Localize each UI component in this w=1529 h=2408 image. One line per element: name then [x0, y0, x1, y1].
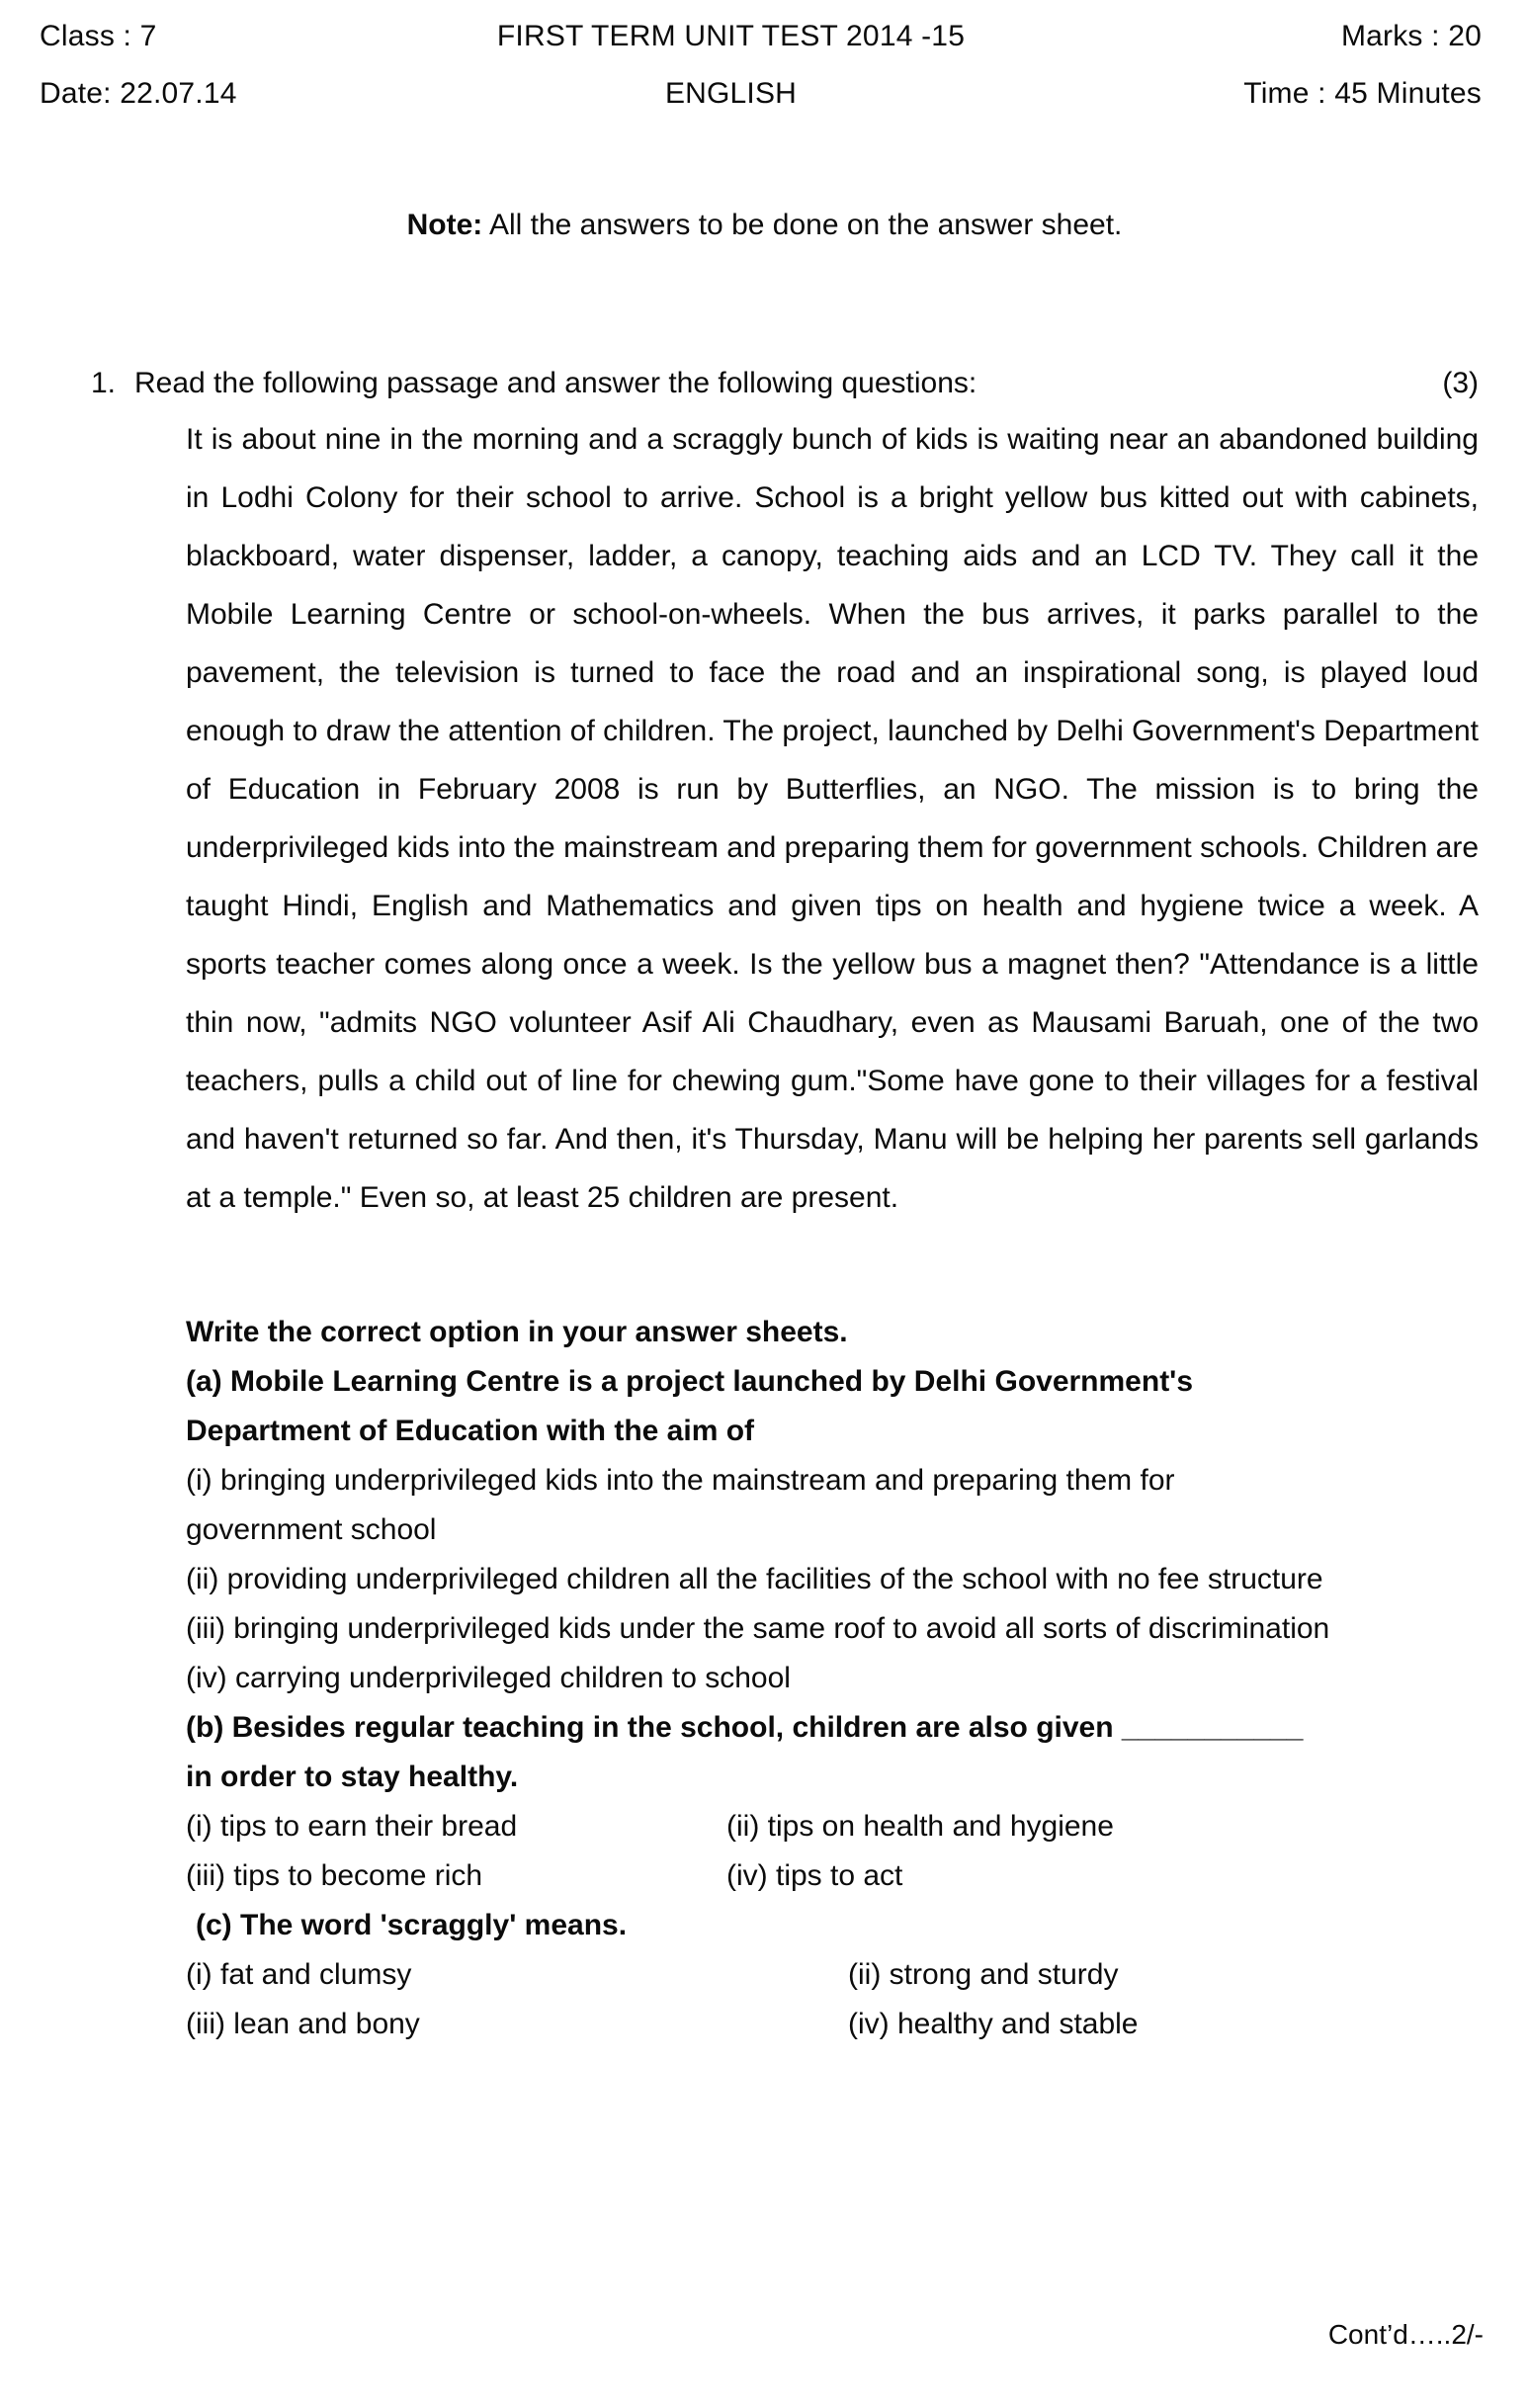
subquestion-c-option-iii[interactable]: (iii) lean and bony: [186, 2008, 420, 2040]
subquestion-c-option-row-1: [186, 1950, 1490, 2000]
subquestion-b-option-iii[interactable]: (iii) tips to become rich: [186, 1859, 483, 1892]
note-label: Note:: [406, 209, 483, 241]
question-1-prompt: Read the following passage and answer the following questions:: [134, 367, 977, 399]
question-1-number: 1.: [91, 367, 117, 399]
question-1-heading: [91, 364, 1479, 403]
questions-block: [186, 1308, 1490, 2049]
note-text: All the answers to be done on the answer sheet.: [482, 209, 1123, 241]
subject-label: ENGLISH: [664, 77, 798, 110]
subquestion-b-option-iv[interactable]: (iv) tips to act: [726, 1859, 903, 1892]
subquestion-c-option-row-2: [186, 2000, 1490, 2049]
class-label: Class : 7: [40, 20, 157, 52]
subquestion-b-option-row-2: [186, 1851, 1490, 1901]
exam-title: FIRST TERM UNIT TEST 2014 -15: [496, 20, 966, 52]
header-row-top: [40, 8, 1489, 65]
subquestion-c-option-i[interactable]: (i) fat and clumsy: [186, 1958, 412, 1991]
subquestion-b-stem-line1: (b) Besides regular teaching in the school, children are also given ___________: [186, 1711, 1304, 1744]
subquestion-b-option-ii[interactable]: (ii) tips on health and hygiene: [726, 1810, 1114, 1843]
subquestion-a-option-i-line1[interactable]: (i) bringing underprivileged kids into the mainstream and preparing them for: [186, 1464, 1175, 1497]
date-label: Date: 22.07.14: [40, 77, 237, 110]
subquestion-c-option-iv[interactable]: (iv) healthy and stable: [848, 2008, 1139, 2040]
subquestion-a-option-iii[interactable]: (iii) bringing underprivileged kids under the same roof to avoid all sorts of discrimination: [186, 1612, 1330, 1645]
subquestion-a-option-i-line2[interactable]: government school: [186, 1513, 437, 1546]
subquestion-b-option-row-1: [186, 1802, 1490, 1851]
subquestion-a-stem-line2: Department of Education with the aim of: [186, 1415, 755, 1447]
subquestion-a-option-ii[interactable]: (ii) providing underprivileged children all the facilities of the school with no fee structure: [186, 1563, 1323, 1595]
header-row-bottom: [40, 65, 1489, 123]
subquestion-c-option-ii[interactable]: (ii) strong and sturdy: [848, 1958, 1119, 1991]
question-1-marks: (3): [1442, 367, 1479, 399]
answer-instruction: Write the correct option in your answer sheets.: [186, 1316, 848, 1348]
reading-passage: [186, 410, 1479, 1227]
passage-text: It is about nine in the morning and a scraggly bunch of kids is waiting near an abandoned building in Lodhi Colony for their school to arrive. School is a bright yellow bus kitted out with cabinets, blackboard, water dispenser, ladder, a canopy, teaching aids and an LCD TV. They call it the Mobile Learning Centre or school-on-wheels. When the bus arrives, it parks parallel to the pavement, the television is turned to face the road and an inspirational song, is played loud enough to draw the attention of children. The project, launched by Delhi Government's Department of Education in February 2008 is run by Butterflies, an NGO. The mission is to bring the underprivileged kids into the mainstream and preparing them for government schools. Children are taught Hindi, English and Mathematics and given tips on health and hygiene twice a week. A sports teacher comes along once a week. Is the yellow bus a magnet then? "Attendance is a little thin now, "admits NGO volunteer Asif Ali Chaudhary, even as Mausami Baruah, one of the two teachers, pulls a child out of line for chewing gum."Some have gone to their villages for a festival and haven't returned so far. And then, it's Thursday, Manu will be helping her parents sell garlands at a temple." Even so, at least 25 children are present.: [186, 423, 1479, 1214]
subquestion-a-option-iv[interactable]: (iv) carrying underprivileged children to school: [186, 1662, 791, 1694]
subquestion-b-stem-line2: in order to stay healthy.: [186, 1761, 519, 1793]
note-line: [0, 206, 1529, 245]
exam-header: [40, 8, 1489, 123]
marks-label: Marks : 20: [1340, 20, 1482, 52]
subquestion-c-stem-line1: (c) The word 'scraggly' means.: [196, 1909, 628, 1941]
time-label: Time : 45 Minutes: [1243, 77, 1482, 110]
subquestion-a-stem-line1: (a) Mobile Learning Centre is a project launched by Delhi Government's: [186, 1365, 1194, 1398]
continued-footer: Cont’d…..2/-: [1327, 2319, 1484, 2350]
subquestion-b-option-i[interactable]: (i) tips to earn their bread: [186, 1810, 518, 1843]
